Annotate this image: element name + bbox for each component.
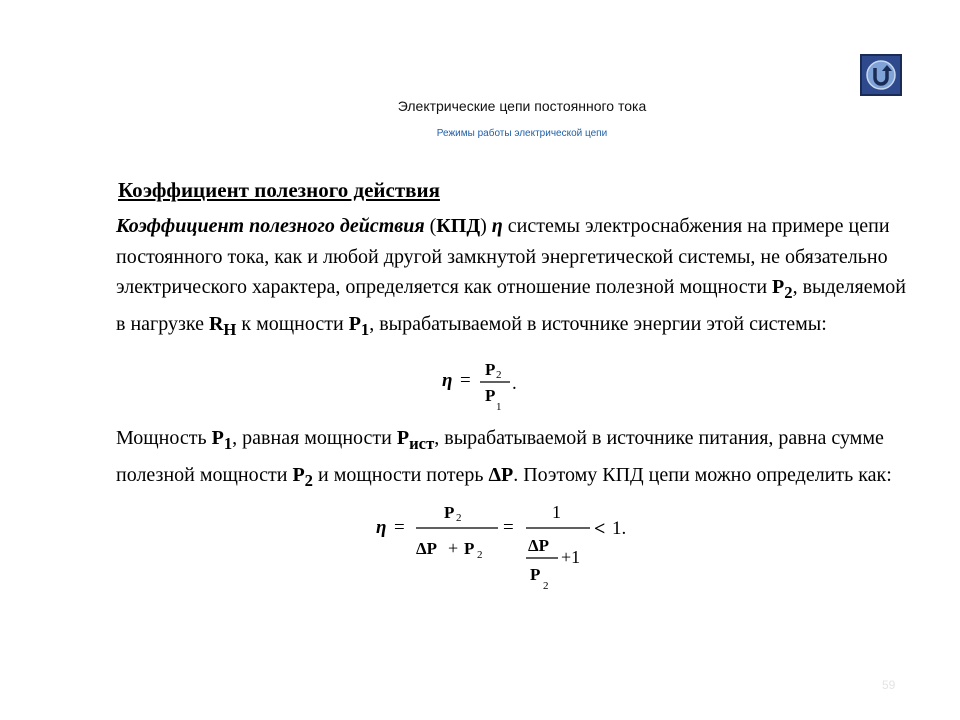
less-than: < [594,518,606,540]
rn-subscript: Н [223,319,237,339]
text: , вырабатываемой в источнике энергии этой системы: [369,312,827,335]
period: . [512,373,517,394]
section-heading: Коэффициент полезного действия [118,178,440,202]
numerator-1-sub: 2 [456,512,462,524]
text: ) [480,215,492,237]
text: и мощности потерь [312,463,489,486]
denominator-p: P [485,386,496,405]
text: Мощность [116,427,212,449]
text: ( [424,215,437,237]
p2-symbol: P [292,463,305,486]
p1-symbol: P [348,312,361,335]
text: , вырабатываемой в источнике питания, равна сумме полезной мощности [116,427,884,486]
p2-symbol: P [772,276,785,298]
back-button[interactable] [860,54,902,96]
pist-symbol: P [396,427,410,449]
one: 1. [612,518,627,539]
pist-subscript: ист [409,434,435,453]
numerator-2: 1 [552,502,561,522]
numerator-sub: 2 [496,369,502,381]
equals-2: = [503,517,514,538]
p2-subscript: 2 [304,470,313,490]
denominator-1-sub: 2 [477,549,483,561]
plus-one: +1 [561,547,581,567]
rn-symbol: R [208,312,224,335]
eta: η [376,517,387,538]
text: системы электроснабжения на примере цепи постоянного тока, как и любой другой замкнутой энергетической системы, не обязательно электрического характера, определяется как отношение полезной мощности [116,215,890,298]
paragraph-efficiency-formula [116,423,916,496]
delta-p-symbol: ΔP [488,463,514,486]
denominator-1-delta-p: ΔP [416,539,438,558]
inner-denominator-sub: 2 [543,580,549,592]
inner-numerator-delta-p: ΔP [528,536,550,555]
abbr: КПД [436,215,481,237]
numerator-p: P [485,360,496,379]
denominator-1-plus: + [448,538,459,558]
return-arrow-icon [865,59,897,91]
eta-symbol: η [491,215,503,237]
inner-denominator-p: P [530,565,541,584]
p2-subscript: 2 [784,283,793,302]
p1-symbol: P [211,427,224,449]
slide-subtitle: Режимы работы электрической цепи [436,128,608,139]
text: , равная мощности [232,427,397,449]
page-number: 59 [882,678,896,692]
formula-efficiency-losses [372,496,652,596]
p1-subscript: 1 [223,434,233,453]
term: Коэффициент полезного действия [116,215,425,237]
equals-1: = [394,517,405,538]
text: . Поэтому КПД цепи можно определить как: [513,463,892,486]
text: к мощности [236,312,349,335]
numerator-1-p: P [444,503,455,522]
slide-title: Электрические цепи постоянного тока [397,98,647,114]
formula-efficiency [432,358,542,418]
p1-subscript: 1 [360,319,370,339]
eta: η [442,370,453,391]
text: , выделяемой в нагрузке [116,276,906,335]
denominator-sub: 1 [496,401,502,413]
paragraph-definition [116,211,916,345]
denominator-1-p: P [464,539,475,558]
equals: = [460,370,471,391]
